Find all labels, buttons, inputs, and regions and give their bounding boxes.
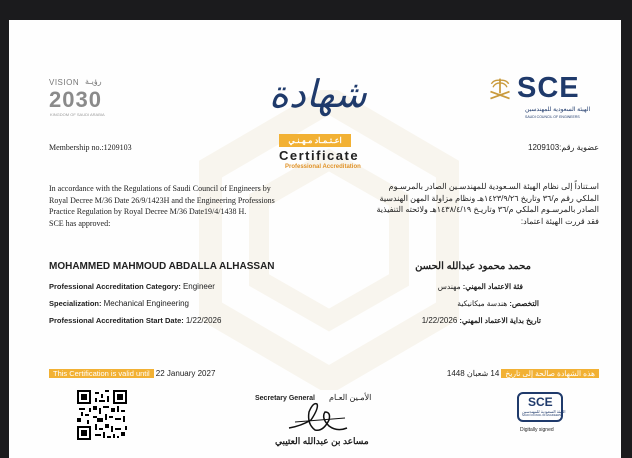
start-date-en-label: Professional Accreditation Start Date:	[49, 316, 184, 325]
membership-ar	[528, 143, 599, 152]
title-arabic: شهادة	[269, 72, 367, 116]
category-ar-label: فئة الاعتماد المهني:	[462, 282, 523, 291]
validity-en-value: 22 January 2027	[155, 369, 216, 378]
signature-name-ar: مساعد بن عبدالله العتيبي	[275, 436, 369, 446]
sce-logo	[487, 72, 599, 124]
validity-en-label: This Certification is valid until	[49, 369, 154, 378]
start-date-en	[49, 316, 221, 325]
specialization-en-value: Mechanical Engineering	[103, 299, 189, 308]
intro-en-line: SCE has approved:	[49, 218, 111, 228]
signature-scribble-icon	[285, 398, 355, 438]
specialization-ar	[457, 299, 539, 308]
validity-en	[49, 368, 215, 380]
sce-logo-text: SCE	[517, 72, 580, 104]
validity-ar-value: 14 شعبان 1448	[446, 369, 500, 378]
intro-english	[49, 183, 275, 229]
membership-ar-label: عضوية رقم:	[559, 143, 599, 152]
title-english-sub: Professional Accreditation	[285, 164, 361, 170]
certificate	[9, 20, 621, 458]
membership-en-value: 1209103	[103, 143, 132, 152]
validity-ar	[447, 368, 599, 380]
intro-ar-line: الصادر بالمرسـوم الملكي م/٣٦ وتاريـخ ١٤٣٨/٤/١٩هـ ولائحته التنفيذية	[376, 205, 599, 214]
specialization-en	[49, 299, 189, 308]
title-arabic-sub: اعـتـمـاد مـهـنـي	[279, 134, 351, 147]
stamp-arabic: الهيئة السعودية للمهندسين	[522, 409, 566, 414]
sce-logo-english: SAUDI COUNCIL OF ENGINEERS	[525, 115, 580, 119]
validity-ar-label: هذه الشهادة صالحة إلى تاريخ	[501, 369, 599, 378]
intro-en-line: In accordance with the Regulations of Saudi Council of Engineers by	[49, 184, 271, 193]
category-en-value: Engineer	[182, 282, 215, 291]
intro-ar-line: فقد قررت الهيئة اعتماد:	[520, 216, 599, 226]
certificate-title	[249, 74, 381, 174]
membership-en	[49, 143, 132, 152]
stamp-caption: Digitally signed	[520, 427, 554, 433]
holder-name-en: MOHAMMED MAHMOUD ABDALLA ALHASSAN	[49, 261, 275, 272]
vision-arabic: رؤيـة	[85, 77, 102, 86]
start-date-ar-label: تاريخ بداية الاعتماد المهني:	[459, 316, 541, 325]
membership-en-label: Membership no.:	[49, 143, 104, 152]
holder-name-ar: محمد محمود عبدالله الحسن	[415, 261, 531, 272]
stamp-english: SAUDI COUNCIL OF ENGINEERS	[522, 414, 562, 417]
digital-stamp	[517, 392, 566, 422]
start-date-en-value: 1/22/2026	[185, 316, 222, 325]
intro-ar-line: الملكي رقم م/٣٦ وتاريخ ١٤٢٣/٩/٢٦هـ ونظام مزاولة المهن الهندسية	[379, 193, 599, 203]
start-date-ar-value: 1/22/2026	[421, 316, 458, 325]
specialization-ar-label: التخصص:	[509, 299, 539, 308]
qr-code	[77, 390, 127, 440]
vision-word: VISION	[49, 78, 80, 87]
intro-en-line: Royal Decree M/36 Date 26/9/1423H and the Engineering Professions	[49, 195, 275, 205]
start-date-ar	[422, 316, 541, 325]
specialization-en-label: Specialization:	[49, 299, 102, 308]
intro-en-line: Practice Regulation by Royal Decree M/36 Date19/4/1438 H.	[49, 207, 247, 216]
category-en	[49, 282, 215, 291]
category-ar-value: مهندس	[437, 282, 461, 291]
sce-logo-arabic: الهيئة السعودية للمهندسين	[525, 107, 591, 113]
title-english: Certificate	[279, 148, 360, 163]
category-en-label: Professional Accreditation Category:	[49, 282, 181, 291]
intro-arabic	[376, 181, 599, 227]
signature-title-en: Secretary General	[255, 395, 315, 402]
vision-year: 2030	[49, 87, 102, 112]
stamp-text: SCE	[528, 395, 553, 409]
vision-2030-logo	[49, 78, 129, 122]
membership-ar-value: 1209103	[528, 143, 560, 152]
signature-title-ar: الأمـين العـام	[329, 393, 372, 402]
palm-swords-icon	[487, 76, 513, 102]
vision-kingdom: KINGDOM OF SAUDI ARABIA	[50, 112, 105, 117]
category-ar	[438, 282, 523, 291]
intro-ar-line: اسـتناداً إلى نظام الهيئة السـعودية للمهندسـين الصادر بالمرسـوم	[388, 182, 599, 191]
specialization-ar-value: هندسة ميكانيكية	[457, 299, 508, 308]
